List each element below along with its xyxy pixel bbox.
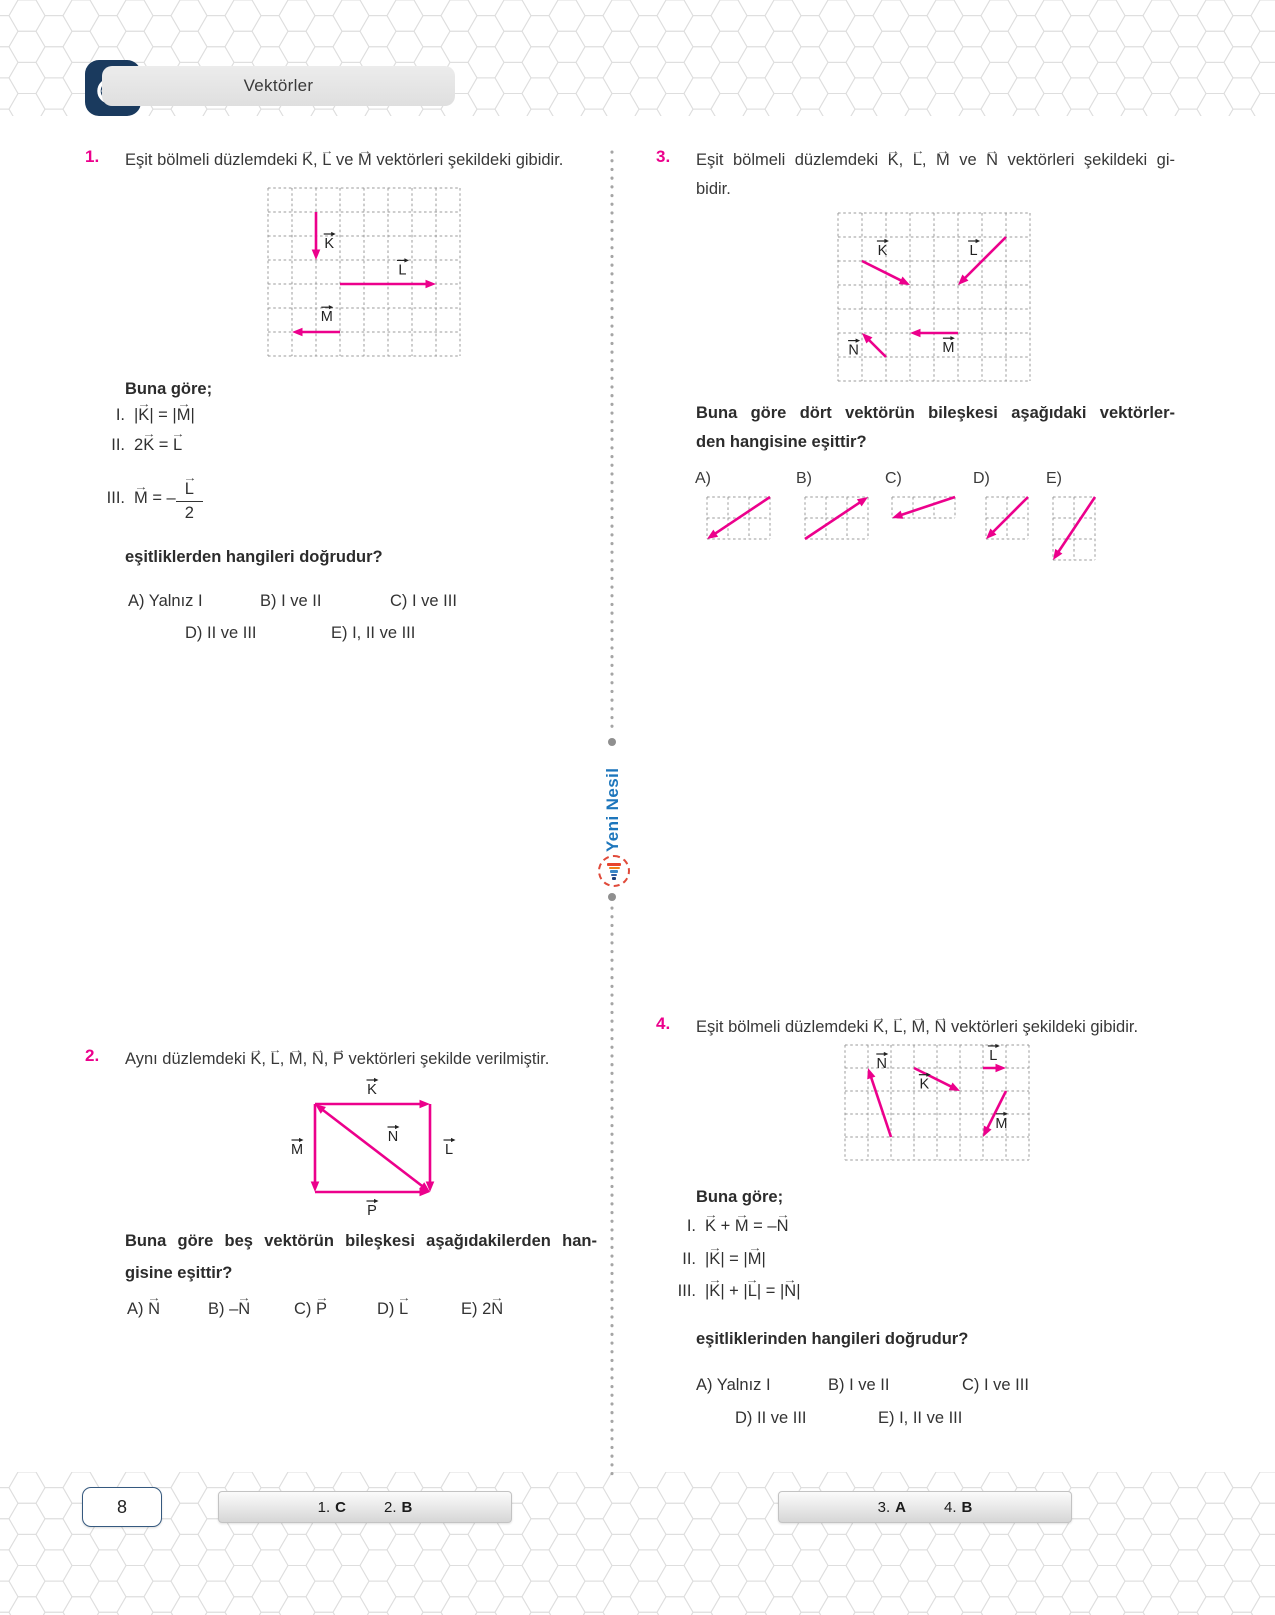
- option-e: E) 2N →: [461, 1300, 503, 1319]
- option-b-label: B): [796, 470, 812, 487]
- option-c: C) I ve III: [390, 592, 457, 610]
- option-e-label: E): [1046, 470, 1062, 487]
- divider-dot-upper: [608, 738, 616, 746]
- option-a: A) N →: [127, 1300, 160, 1319]
- option-d-label: D): [973, 470, 990, 487]
- question-2-diagram: [270, 1074, 485, 1241]
- answer-bar-left: [218, 1491, 512, 1523]
- vector-label-M: M: [320, 309, 333, 326]
- option-a-label: A): [695, 470, 711, 487]
- option-c-label: C): [885, 470, 902, 487]
- vector-label-K: K: [877, 243, 888, 259]
- question-3-text-line2: bidir.: [696, 180, 731, 198]
- question-1-diagram: [258, 178, 470, 371]
- question-4-diagram: [835, 1035, 1039, 1175]
- option-c: C) P →: [294, 1300, 327, 1319]
- answer-item: 1. C: [317, 1498, 346, 1516]
- question-4-number: 4.: [656, 1014, 671, 1033]
- vector-label-L: L: [444, 1142, 454, 1158]
- vector-label-K: K: [324, 236, 335, 252]
- vector-label-N: N: [848, 342, 859, 359]
- brand-name: Yeni Nesil: [603, 767, 622, 852]
- question-1-options-row2: [125, 624, 595, 648]
- question-2-prompt-line2: gisine eşittir?: [125, 1264, 233, 1282]
- option-b: B) –N →: [208, 1300, 250, 1319]
- question-1-statement-3: III. M → = – $\frac{L \to}{2}$: [93, 472, 203, 525]
- option-a: A) Yalnız I: [128, 592, 203, 610]
- divider-dot-lower: [608, 893, 616, 901]
- question-2-number: 2.: [85, 1046, 100, 1065]
- vector-label-L: L: [969, 243, 978, 259]
- chapter-title: Vektörler: [243, 76, 314, 95]
- answer-item: 4. B: [944, 1498, 973, 1516]
- option-a: A) Yalnız I: [696, 1376, 771, 1394]
- page-number: 8: [82, 1487, 162, 1527]
- question-1-number: 1.: [85, 147, 100, 166]
- vector-label-M: M: [290, 1142, 304, 1158]
- question-1-statement-1: I. |K →| = |M →|: [93, 406, 195, 425]
- vector-label-L: L: [398, 262, 407, 279]
- option-c: C) I ve III: [962, 1376, 1029, 1394]
- question-4-options-row2: [696, 1409, 1176, 1433]
- question-1-options-row1: [125, 592, 595, 616]
- option-b-diagram: [795, 487, 878, 554]
- option-e: E) I, II ve III: [878, 1409, 963, 1427]
- answer-bar-right: [778, 1491, 1072, 1523]
- question-3-text-line1: Eşit bölmeli düzlemdeki K →, L →, M → ve N → vektörleri şekildeki gi-: [696, 147, 1175, 174]
- option-d: D) II ve III: [185, 624, 257, 642]
- question-2-options-row: [125, 1300, 605, 1326]
- question-4-statement-1: I. K → + M → = –N →: [664, 1217, 788, 1236]
- vector-label-M: M: [942, 340, 955, 357]
- question-3-diagram: [828, 203, 1040, 396]
- brand-logo-icon: [598, 855, 630, 887]
- answer-item: 3. A: [877, 1498, 906, 1516]
- chapter-banner: [102, 66, 455, 106]
- question-4-options-row1: [696, 1376, 1176, 1400]
- answer-item: 2. B: [384, 1498, 413, 1516]
- vector-label-L: L: [989, 1047, 998, 1064]
- vector-label-P: P: [367, 1203, 377, 1219]
- option-b: B) I ve II: [260, 592, 322, 610]
- question-1-prompt: eşitliklerden hangileri doğrudur?: [125, 548, 383, 566]
- option-b: B) I ve II: [828, 1376, 890, 1394]
- question-1-given-label: Buna göre;: [125, 380, 213, 398]
- option-d: D) II ve III: [735, 1409, 807, 1427]
- question-4-statement-3: III. |K →| + |L →| = |N →|: [664, 1282, 801, 1301]
- vector-label-N: N: [387, 1129, 399, 1145]
- option-e-diagram: [1043, 487, 1105, 575]
- vector-label-K: K: [367, 1082, 377, 1098]
- option-e: E) I, II ve III: [331, 624, 416, 642]
- option-c-diagram: [882, 487, 965, 533]
- vector-label-M: M: [995, 1115, 1008, 1132]
- option-d: D) L →: [377, 1300, 408, 1319]
- question-3-number: 3.: [656, 147, 671, 166]
- question-4-given-label: Buna göre;: [696, 1188, 784, 1206]
- question-4-statement-2: II. |K →| = |M →|: [664, 1250, 766, 1269]
- question-3-prompt-line2: den hangisine eşittir?: [696, 433, 867, 451]
- question-3-prompt-line1: Buna göre dört vektörün bileşkesi aşağıdaki vektörler-: [696, 404, 1175, 422]
- option-d-diagram: [976, 487, 1038, 554]
- vector-label-N: N: [876, 1056, 888, 1072]
- option-a-diagram: [697, 487, 780, 554]
- question-1-text: Eşit bölmeli düzlemdeki K →, L → ve M → vektörleri şekildeki gibidir.: [125, 147, 605, 174]
- question-2-text: Aynı düzlemdeki K →, L →, M →, N →, P → vektörleri şekilde verilmiştir.: [125, 1046, 605, 1073]
- question-4-prompt: eşitliklerinden hangileri doğrudur?: [696, 1330, 969, 1348]
- question-4-text: Eşit bölmeli düzlemdeki K →, L →, M →, N → vektörleri şekildeki gibidir.: [696, 1014, 1196, 1041]
- question-1-statement-2: II. 2K → = L →: [93, 436, 182, 455]
- vector-label-K: K: [919, 1076, 930, 1093]
- hex-pattern-bottom: [0, 1472, 1275, 1615]
- question-2-prompt-line1: Buna göre beş vektörün bileşkesi aşağıdakilerden han-: [125, 1232, 597, 1250]
